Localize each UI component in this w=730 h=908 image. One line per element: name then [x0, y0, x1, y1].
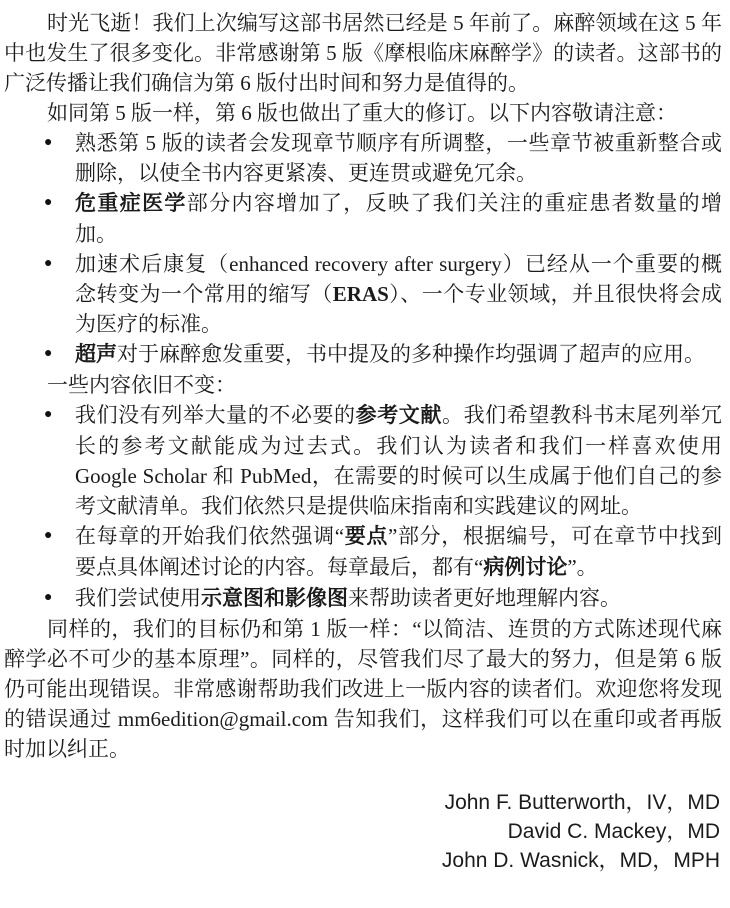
emphasis-text: 病例讨论	[483, 556, 568, 579]
emphasis-text: ERAS	[332, 282, 389, 306]
bullet-icon: ●	[44, 346, 53, 361]
paragraph-unchanged-intro	[4, 370, 722, 400]
body-text: 如同第 5 版一样，第 6 版也做出了重大的修订。以下内容敬请注意：	[47, 101, 678, 125]
emphasis-text: 要点	[344, 525, 388, 548]
bullet-icon: ●	[44, 256, 53, 271]
body-text: ”部分，根据编号，可在章节中找到要点具体阐述讨论的内容。每章最后，都有“	[75, 524, 722, 579]
list-item-text	[75, 128, 722, 188]
paragraph-closing	[4, 614, 722, 764]
signature-name: John F. Butterworth，IV，MD	[444, 791, 720, 814]
body-text: 一些内容依旧不变：	[47, 373, 237, 397]
paragraph-opening	[4, 8, 722, 98]
emphasis-text: 参考文献	[355, 404, 442, 427]
bullet-icon: ●	[44, 407, 53, 422]
bullet-icon: ●	[44, 528, 53, 543]
list-item-text	[75, 188, 722, 249]
emphasis-text: 超声	[75, 343, 117, 366]
list-item-text	[75, 249, 722, 339]
bullet-icon: ●	[44, 195, 53, 210]
revision-list	[4, 128, 722, 370]
body-text: ）、一个专业领域，并且很快将会成为医疗的标准。	[75, 282, 723, 336]
body-text: 在每章的开始我们依然强调“	[75, 524, 345, 548]
body-text: 加速术后康复（enhanced recovery after surgery）已经从一个重要的概念转变为一个常用的缩写（	[75, 252, 722, 306]
signature-name: John D. Wasnick，MD，MPH	[441, 849, 720, 872]
list-item	[4, 400, 722, 521]
list-item-text	[75, 583, 722, 614]
emphasis-text: 危重症医学	[75, 192, 187, 215]
bullet-icon: ●	[44, 590, 53, 605]
signature-name: David C. Mackey，MD	[507, 820, 720, 843]
paragraph-revisions-intro	[4, 98, 722, 128]
body-text: 熟悉第 5 版的读者会发现章节顺序有所调整，一些章节被重新整合或删除，以使全书内容更紧凑、更连贯或避免冗余。	[75, 131, 722, 185]
body-text: 我们尝试使用	[75, 586, 201, 610]
emphasis-text: 示意图和影像图	[201, 587, 348, 610]
signature-block	[4, 788, 722, 875]
list-item-text	[75, 521, 722, 583]
body-text: 时光飞逝！我们上次编写这部书居然已经是 5 年前了。麻醉领域在这 5 年中也发生了很多变化。非常感谢第 5 版《摩根临床麻醉学》的读者。这部书的广泛传播让我们确信为第 6 版付出时间和努力是值得的。	[4, 11, 722, 95]
list-item	[4, 339, 722, 370]
list-item-text	[75, 400, 722, 521]
body-text: 部分内容增加了，反映了我们关注的重症患者数量的增加。	[75, 191, 723, 246]
body-text: 我们没有列举大量的不必要的	[75, 403, 356, 427]
bullet-icon: ●	[44, 135, 53, 150]
list-item	[4, 521, 722, 583]
unchanged-list	[4, 400, 722, 614]
list-item	[4, 583, 722, 614]
body-text: ”。	[567, 555, 598, 579]
body-text: 来帮助读者更好地理解内容。	[348, 586, 621, 610]
list-item	[4, 188, 722, 249]
list-item	[4, 249, 722, 339]
body-text: 同样的，我们的目标仍和第 1 版一样：“以简洁、连贯的方式陈述现代麻醉学必不可少的基本原理”。同样的，尽管我们尽了最大的努力，但是第 6 版仍可能出现错误。非常感谢帮助我们改进上一版内容的读者们。欢迎您将发现的错误通过 mm6edition@gmail.com 告知我们，这样我们可以在重印或者再版时加以纠正。	[4, 617, 722, 761]
list-item	[4, 128, 722, 188]
body-text: 。我们希望教科书末尾列举冗长的参考文献能成为过去式。我们认为读者和我们一样喜欢使用 Google Scholar 和 PubMed，在需要的时候可以生成属于他们自己的参考文献清单。我们依然只是提供临床指南和实践建议的网址。	[75, 403, 723, 518]
list-item-text	[75, 339, 722, 370]
body-text: 对于麻醉愈发重要，书中提及的多种操作均强调了超声的应用。	[117, 342, 705, 366]
